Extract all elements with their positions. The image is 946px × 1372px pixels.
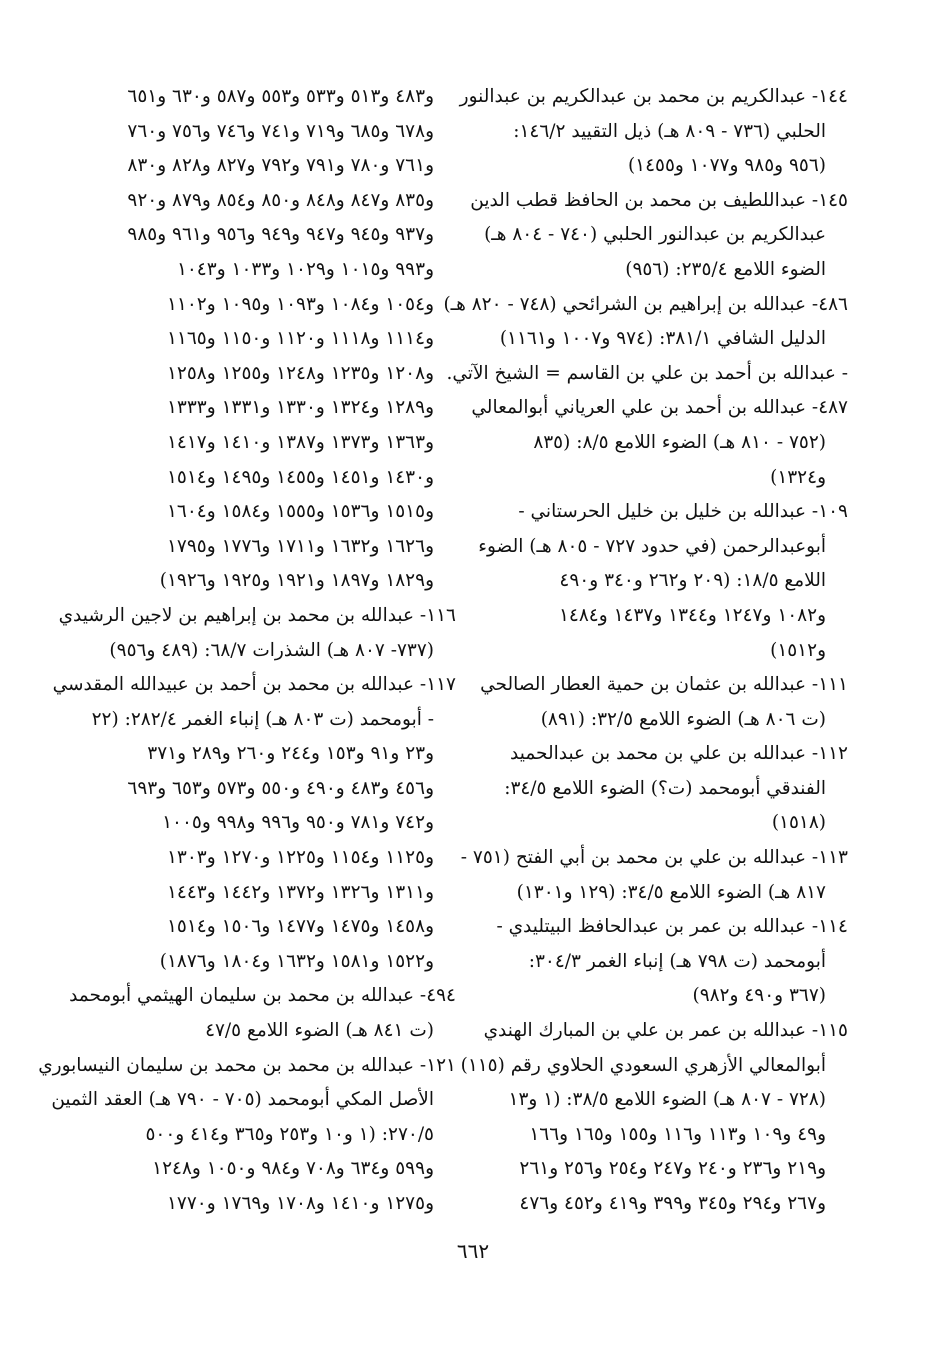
entry-text-line: و١٢٨٩ و١٣٢٤ و١٣٣٠ و١٣٣١ و١٣٣٣ [167, 397, 434, 419]
entry-heading-line: ٤٩٤- عبدالله بن محمد بن سليمان الهيثمي أبومحمد [69, 985, 456, 1007]
entry-text-line: و١٣٢٤) [770, 466, 826, 488]
entry-text-line: الفندقي أبومحمد (ت؟) الضوء اللامع ٣٤/٥: [504, 777, 826, 799]
entry-heading-line: ١١٥- عبدالله بن عمر بن علي بن المبارك الهندي [483, 1020, 848, 1042]
entry-text-line: و١٠٨٢ و١٢٤٧ و١٣٤٤ و١٤٣٧ و١٤٨٤ [559, 604, 826, 626]
entry-text-line: ٢٧٠/٥: (١ و١٠ و٢٥٣ و٣٦٥ و٤١٤ و٥٠٠ [145, 1123, 434, 1145]
entry-heading-line: ١٤٥- عبداللطيف بن محمد بن الحافظ قطب الدين [470, 189, 848, 211]
entry-text-line: و٩٣٧ و٩٤٥ و٩٤٧ و٩٤٩ و٩٥٦ و٩٦١ و٩٨٥ [127, 224, 434, 246]
entry-text-line: اللامع ١٨/٥: (٢٠٩ و٢٦٢ و٣٤٠ و٤٩٠ [559, 570, 826, 592]
entry-text-line: و١١١٤ و١١١٨ و١١٢٠ و١١٥٠ و١١٦٥ [167, 328, 434, 350]
entry-text-line: أبومحمد (ت ٧٩٨ هـ) إنباء الغمر ٣٠٤/٣: [528, 950, 826, 972]
left-column [38, 80, 456, 1222]
entry-text-line: و٩٩٣ و١٠١٥ و١٠٢٩ و١٠٣٣ و١٠٤٣ [176, 258, 434, 280]
entry-text-line: الحلبي (٧٣٦ - ٨٠٩ هـ) ذيل التقييد ١٤٦/٢: [513, 120, 826, 142]
entry-text-line: و١٨٢٩ و١٨٩٧ و١٩٢١ و١٩٢٥ و١٩٢٦) [159, 570, 434, 592]
entry-heading-line: ١٤٤- عبدالكريم بن محمد بن عبدالكريم بن عبدالنور [459, 86, 848, 107]
entry-text-line: الضوء اللامع ٢٣٥/٤: (٩٥٦) [625, 258, 826, 280]
entry-text-line: الدليل الشافي ٣٨١/١: (٩٧٤ و١٠٠٧ و١١٦١) [499, 328, 826, 350]
entry-text-line: و٤٩ و١٠٩ و١١٣ و١١٦ و١٥٥ و١٦٥ و١٦٦ [529, 1123, 826, 1145]
entry-text-line: و١٥١٢) [770, 639, 826, 661]
entry-heading-line: ١٠٩- عبدالله بن خليل بن خليل الحرستاني - [518, 501, 848, 523]
entry-text-line: (٧٥٢ - ٨١٠ هـ) الضوء اللامع ٨/٥: (٨٣٥ [533, 431, 826, 453]
entry-text-line: و١٥٢٢ و١٥٨١ و١٦٣٢ و١٨٠٤ و١٨٧٦) [159, 950, 434, 972]
entry-text-line: و٧٤٢ و٧٨١ و٩٥٠ و٩٩٦ و٩٩٨ و١٠٠٥ [162, 812, 434, 834]
entry-text-line: و١٢٧٥ و١٤١٠ و١٧٠٨ و١٧٦٩ و١٧٧٠ [167, 1193, 434, 1214]
entry-heading-line: ٤٨٧- عبدالله بن أحمد بن علي العرياني أبوالمعالي [471, 397, 848, 419]
entry-text-line: و١٣٦٣ و١٣٧٣ و١٣٨٧ و١٤١٠ و١٤١٧ [167, 431, 434, 453]
entry-text-line: و٢٦٧ و٢٩٤ و٣٤٥ و٣٩٩ و٤١٩ و٤٥٢ و٤٧٦ [519, 1193, 826, 1214]
entry-text-line: و١٥١٥ و١٥٣٦ و١٥٥٥ و١٥٨٤ و١٦٠٤ [167, 501, 434, 523]
page-number: ٦٦٢ [456, 1239, 490, 1263]
entry-text-line: و٤٨٣ و٥١٣ و٥٣٣ و٥٥٣ و٥٨٧ و٦٣٠ و٦٥١ [127, 86, 434, 107]
entry-text-line: و٥٩٩ و٦٣٤ و٧٠٨ و٩٨٤ و١٠٥٠ و١٢٤٨ [152, 1158, 434, 1180]
entry-text-line: و٢١٩ و٢٣٦ و٢٤٠ و٢٤٧ و٢٥٤ و٢٥٦ و٢٦١ [519, 1158, 826, 1180]
entry-text-line: الأصل المكي أبومحمد (٧٠٥ - ٧٩٠ هـ) العقد الثمين [51, 1089, 434, 1111]
entry-text-line: و١١٢٥ و١١٥٤ و١٢٢٥ و١٢٧٠ و١٣٠٣ [167, 847, 434, 869]
entry-text-line: و١٢٠٨ و١٢٣٥ و١٢٤٨ و١٢٥٥ و١٢٥٨ [167, 362, 434, 384]
right-column [443, 80, 848, 1222]
entry-text-line: و٧٦١ و٧٨٠ و٧٩١ و٧٩٢ و٨٢٧ و٨٢٨ و٨٣٠ [127, 155, 434, 177]
entry-text-line: و٨٣٥ و٨٤٧ و٨٤٨ و٨٥٠ و٨٥٤ و٨٧٩ و٩٢٠ [127, 189, 434, 211]
entry-heading-line: ١١٦- عبدالله بن محمد بن إبراهيم بن لاجين الرشيدي [58, 604, 456, 626]
entry-text-line: (ت ٨٠٦ هـ) الضوء اللامع ٣٢/٥: (٨٩١) [540, 708, 826, 730]
entry-heading-line: ٤٨٦- عبدالله بن إبراهيم بن الشرائحي (٧٤٨ - ٨٢٠ هـ) [443, 293, 848, 315]
entry-text-line: و٦٧٨ و٦٨٥ و٧١٩ و٧٤١ و٧٤٦ و٧٥٦ و٧٦٠ [127, 120, 434, 142]
entry-text-line: (ت ٨٤١ هـ) الضوء اللامع ٤٧/٥ [205, 1020, 434, 1042]
entry-text-line: (١٥١٨) [771, 812, 826, 834]
entry-text-line: ٨١٧ هـ) الضوء اللامع ٣٤/٥: (١٢٩ و١٣٠١) [516, 881, 826, 903]
entry-text-line: و١٦٢٦ و١٦٣٢ و١٧١١ و١٧٧٦ و١٧٩٥ [167, 535, 434, 557]
entry-heading-line: ١١٧- عبدالله بن محمد بن أحمد بن عبيدالله المقدسي [52, 674, 456, 696]
entry-text-line: أبوالمعالي الأزهري السعودي الحلاوي رقم (١١٥) [460, 1054, 826, 1076]
entry-heading-line: ١١١- عبدالله بن عثمان بن حمية العطار الصالحي [480, 674, 848, 696]
entry-text-line: - أبومحمد (ت ٨٠٣ هـ) إنباء الغمر ٢٨٢/٤: (٢٢ [91, 708, 434, 730]
entry-text-line: و١٤٥٨ و١٤٧٥ و١٤٧٧ و١٥٠٦ و١٥١٤ [167, 916, 434, 938]
entry-text-line: و٢٣ و٩١ و١٥٣ و٢٤٤ و٢٦٠ و٢٨٩ و٣٧١ [147, 743, 434, 765]
entry-text-line: (٣٦٧ و٤٩٠ و٩٨٢) [692, 985, 826, 1007]
entry-text-line: أبوعبدالرحمن (في حدود ٧٢٧ - ٨٠٥ هـ) الضوء [478, 535, 826, 557]
entry-text-line: عبدالكريم بن عبدالنور الحلبي (٧٤٠ - ٨٠٤ هـ) [484, 224, 826, 246]
entry-text-line: و١٠٥٤ و١٠٨٤ و١٠٩٣ و١٠٩٥ و١١٠٢ [167, 293, 434, 315]
entry-heading-line: ١١٣- عبدالله بن علي بن محمد بن أبي الفتح (٧٥١ - [460, 847, 848, 869]
entry-heading-line: ١١٤- عبدالله بن عمر بن عبدالحافظ البيتليدي - [496, 916, 848, 938]
entry-text-line: و١٤٣٠ و١٤٥١ و١٤٥٥ و١٤٩٥ و١٥١٤ [167, 466, 434, 488]
entry-text-line: (٧٣٧- ٨٠٧ هـ) الشذرات ٦٨/٧: (٤٨٩ و٩٥٦) [109, 639, 434, 661]
entry-heading-line: ١١٢- عبدالله بن علي بن محمد بن عبدالحميد [510, 743, 848, 765]
entry-text-line: و٤٥٦ و٤٨٣ و٤٩٠ و٥٥٠ و٥٧٣ و٦٥٣ و٦٩٣ [127, 777, 434, 799]
entry-text-line: و١٣١١ و١٣٢٦ و١٣٧٢ و١٤٤٢ و١٤٤٣ [167, 881, 434, 903]
entry-heading-line: - عبدالله بن أحمد بن علي بن القاسم = الشيخ الآتي. [446, 362, 848, 384]
entry-text-line: (٩٥٦ و٩٨٥ و١٠٧٧ و١٤٥٥) [627, 155, 826, 177]
entry-text-line: (٧٢٨ - ٨٠٧ هـ) الضوء اللامع ٣٨/٥: (١ و١٣ [508, 1089, 826, 1111]
entry-heading-line: ١٢١- عبدالله بن محمد بن محمد بن سليمان النيسابوري [38, 1054, 456, 1076]
